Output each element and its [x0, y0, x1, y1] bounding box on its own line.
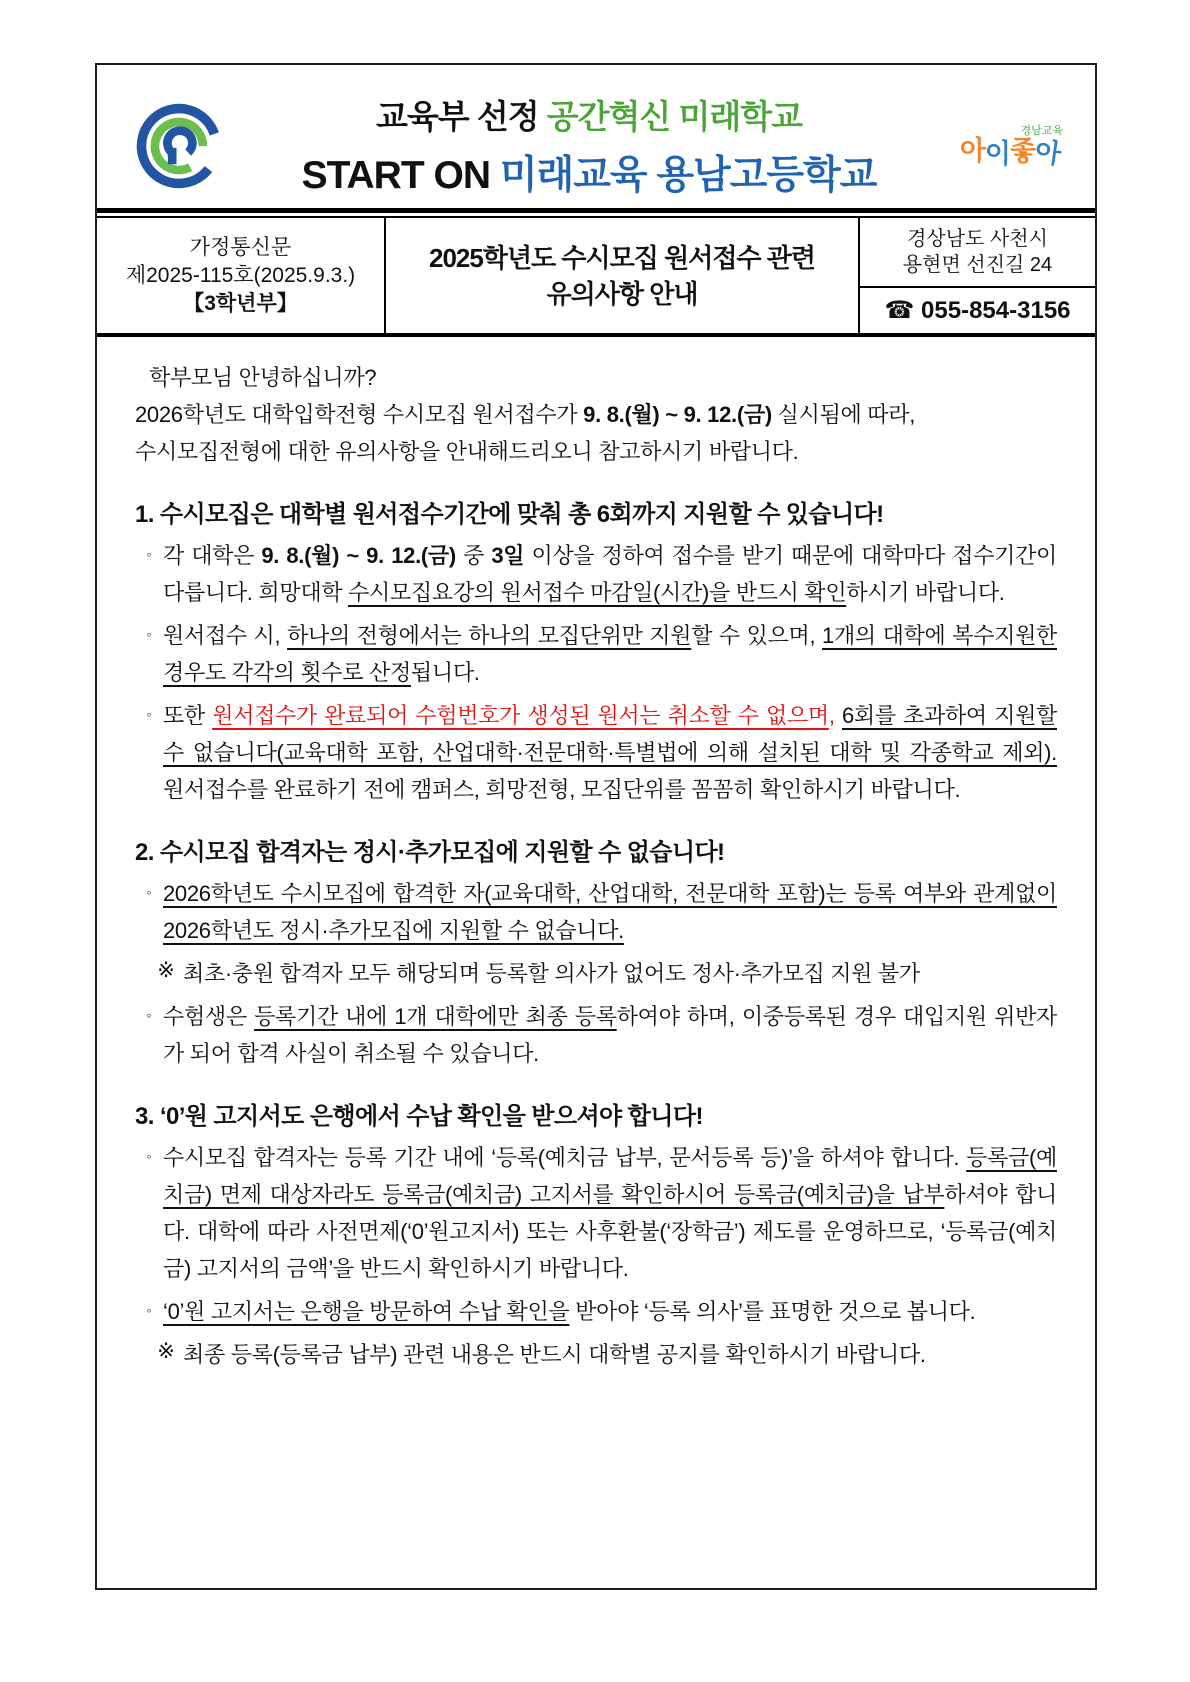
badge-char: 아	[959, 136, 985, 167]
text-run: 수시모집전형에 대한 유의사항을 안내해드리오니 참고하시기 바랍니다.	[135, 439, 799, 464]
notice-page	[95, 63, 1097, 1590]
address-line1: 경상남도 사천시	[907, 228, 1048, 250]
bullet-item	[135, 1139, 1057, 1287]
text-run: 수시모집 합격자는 등록 기간 내에 ‘등록(예치금 납부, 문서등록 등)’을 하셔야 합니다.	[163, 1145, 967, 1170]
text-run: 3일	[491, 543, 525, 568]
item-text	[163, 617, 1057, 691]
greeting-line	[135, 359, 1057, 396]
greeting-block	[135, 359, 1057, 470]
item-text	[183, 955, 1057, 992]
text-run: 2026학년도 대학입학전형 수시모집 원서접수가	[135, 402, 584, 427]
text-run: 됩니다.	[410, 660, 480, 685]
text-run: 중	[455, 543, 492, 568]
text-run: 각 대학은	[163, 543, 262, 568]
section-heading: 1. 수시모집은 대학별 원서접수기간에 맞춰 총 6회까지 지원할 수 있습니다!	[135, 501, 884, 528]
bullet-item	[135, 697, 1057, 808]
text-run: 받아야 ‘등록 의사’를 표명한 것으로 봅니다.	[569, 1299, 976, 1324]
text-run: ,	[828, 703, 842, 728]
text-run: 실시됨에 따라,	[771, 402, 916, 427]
text-run: 수험생은	[163, 1004, 255, 1029]
school-logo-icon	[123, 96, 231, 196]
phone-number: 055-854-3156	[921, 297, 1071, 324]
school-phone	[860, 288, 1095, 333]
bullet-item	[135, 1293, 1057, 1330]
section-heading: 3. ‘0’원 고지서도 은행에서 수납 확인을 받으셔야 합니다!	[135, 1103, 703, 1130]
notice-section	[135, 832, 1057, 1072]
text-run: 수시모집요강의 원서접수 마감일(시간)을 반드시 확인	[348, 580, 847, 605]
notice-body	[97, 337, 1095, 1389]
item-text	[163, 998, 1057, 1072]
document-info-table	[97, 218, 1095, 337]
item-text	[163, 537, 1057, 611]
text-run: 9. 8.(월) ~ 9. 12.(금)	[261, 543, 456, 568]
header-line2-accent: 미래교육 용남고등학교	[499, 154, 877, 197]
doc-title-line2: 유의사항 안내	[546, 278, 698, 309]
badge-char: 좋	[1010, 136, 1036, 167]
item-text	[163, 1139, 1057, 1287]
bullet-marker-icon: ◦	[146, 626, 152, 642]
phone-icon: ☎	[884, 297, 915, 324]
doc-number: 제2025-115호(2025.9.3.)	[125, 263, 356, 287]
notice-section	[135, 494, 1057, 808]
text-run: 2026학년도 수시모집에 합격한 자(교육대학, 산업대학, 전문대학 포함)는 등록 여부와 관계없이 2026학년도 정시·추가모집에 지원할 수 없습니다.	[163, 881, 1057, 943]
bullet-marker-icon: ◦	[146, 1302, 152, 1318]
text-run: 또한	[163, 703, 213, 728]
address-line2: 용현면 선진길 24	[902, 254, 1053, 276]
header-line1	[231, 91, 947, 138]
text-run: 하시기 바랍니다.	[846, 580, 1005, 605]
text-run: 하여야 하며, 이중등록된 경우 대입지원 위반자가 되어 합격 사실이 취소될 수 있습니다.	[163, 1004, 1057, 1066]
badge-char: 이	[984, 139, 1010, 170]
header-divider	[97, 208, 1095, 218]
text-run: 하나의 전형에서는 하나의 모집단위만 지원	[287, 623, 692, 648]
greeting-line	[135, 396, 1057, 433]
bullet-marker-icon: ◦	[146, 546, 152, 562]
text-run: 원서접수 시,	[163, 623, 288, 648]
text-run: 할 수 있으며,	[691, 623, 823, 648]
badge-main-text	[951, 136, 1069, 170]
bullet-item	[135, 537, 1057, 611]
doc-title-line1: 2025학년도 수시모집 원서접수 관련	[428, 242, 816, 273]
text-run: 등록금(예치금) 면제 대상자라도 등록금(예치금) 고지서를 확인하시어 등록금(예치금)을 납부	[163, 1145, 1057, 1207]
contact-cell	[858, 218, 1095, 333]
badge-small-text: 경남교육	[1020, 124, 1063, 137]
greeting-line	[135, 433, 1057, 470]
text-run: 최초·충원 합격자 모두 해당되며 등록할 의사가 없어도 정사·추가모집 지원 불가	[183, 961, 920, 986]
note-item	[135, 955, 1057, 992]
bullet-item	[135, 617, 1057, 691]
text-run: 1개의 대학에 복수지원한 경우도 각각의 횟수로 산정	[163, 623, 1058, 685]
section-heading: 2. 수시모집 합격자는 정시·추가모집에 지원할 수 없습니다!	[135, 839, 725, 866]
bullet-item	[135, 875, 1057, 949]
text-run: 등록기간 내에 1개 대학에만 최종 등록	[254, 1004, 617, 1029]
note-marker-icon: ※	[157, 1340, 175, 1363]
school-address	[860, 218, 1095, 288]
bullet-item	[135, 998, 1057, 1072]
text-run: ‘0’원 고지서는 은행을 방문하여 수납 확인을	[163, 1299, 570, 1324]
text-run: 최종 등록(등록금 납부) 관련 내용은 반드시 대학별 공지를 확인하시기 바랍니다.	[183, 1342, 926, 1367]
doc-department: 【3학년부】	[183, 291, 298, 315]
note-item	[135, 1336, 1057, 1373]
text-run: 6회를 초과하여 지원할 수 없습니다(교육대학 포함, 산업대학·전문대학·특별법에 의해 설치된 대학 및 각종학교 제외).	[163, 703, 1057, 765]
header-line1-prefix: 교육부 선정	[376, 98, 547, 135]
gyeongnam-education-badge	[951, 124, 1069, 170]
header-line1-accent: 공간혁신 미래학교	[546, 98, 802, 135]
item-text	[163, 875, 1057, 949]
text-run: 원서접수가 완료되어 수험번호가 생성된 원서는 취소할 수 없으며	[212, 703, 829, 728]
header-title	[231, 91, 951, 200]
text-run: 학부모님 안녕하십니까?	[149, 365, 377, 390]
text-run: 이상을 정하여 접수를 받기 때문에 대학마다 접수기간이 다릅니다. 희망대학	[163, 543, 1058, 605]
bullet-marker-icon: ◦	[146, 706, 152, 722]
doc-title-cell	[386, 218, 858, 333]
text-run: 하셔야 합니다. 대학에 따라 사전면제(‘0’원고지서) 또는 사후환불(‘장학금’) 제도를 운영하므로, ‘등록금(예치금) 고지서의 금액’을 반드시 확인하시기 바랍니다.	[163, 1182, 1057, 1281]
item-text	[183, 1336, 1057, 1373]
bullet-marker-icon: ◦	[146, 884, 152, 900]
text-run: 9. 8.(월) ~ 9. 12.(금)	[583, 402, 772, 427]
header-line2	[231, 144, 947, 200]
badge-char: 아	[1033, 136, 1063, 170]
bullet-marker-icon: ◦	[146, 1148, 152, 1164]
doc-type: 가정통신문	[189, 235, 292, 259]
item-text	[163, 1293, 1057, 1330]
header-line2-prefix: START ON	[301, 154, 500, 197]
notice-section	[135, 1096, 1057, 1373]
note-marker-icon: ※	[157, 959, 175, 982]
item-text	[163, 697, 1057, 808]
school-header	[97, 65, 1095, 208]
text-run: 원서접수를 완료하기 전에 캠퍼스, 희망전형, 모집단위를 꼼꼼히 확인하시기 바랍니다.	[163, 777, 961, 802]
bullet-marker-icon: ◦	[146, 1007, 152, 1023]
doc-id-cell	[97, 218, 386, 333]
